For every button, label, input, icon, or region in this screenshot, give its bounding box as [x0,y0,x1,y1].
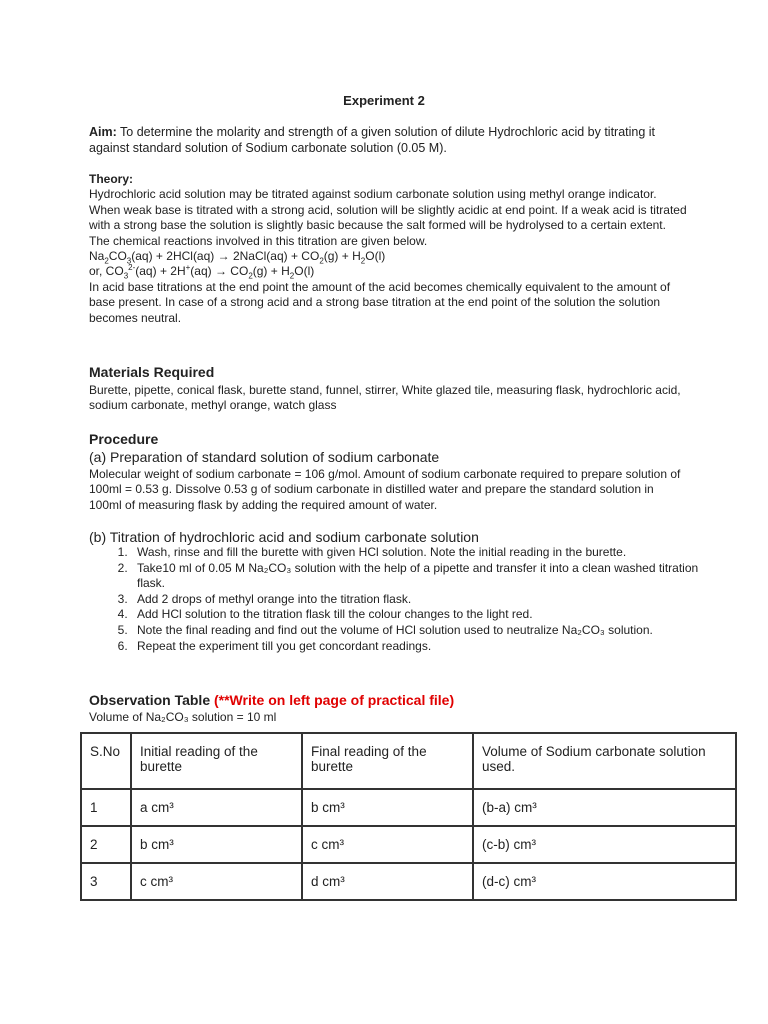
table-cell: 1 [81,789,131,826]
aim-label: Aim: [89,125,117,139]
table-cell: b cm³ [131,826,302,863]
procedure-heading: Procedure [89,431,159,447]
procedure-steps [89,545,721,654]
materials-text: Burette, pipette, conical flask, burette stand, funnel, stirrer, White glazed tile, measuring flask, hydrochloric acid, sodium carbonate, methyl orange, watch glass [89,383,681,413]
materials-heading: Materials Required [89,364,215,380]
theory-paragraph-3: In acid base titrations at the end point the amount of the acid becomes chemically equivalent to the amount of base present. In case of a strong acid and a strong base titration at the end point of the solution the solution becomes neutral. [89,279,671,325]
observation-heading-line [89,692,454,708]
table-cell: 2 [81,826,131,863]
column-header: Initial reading of the burette [131,733,302,789]
table-cell: (d-c) cm³ [473,863,736,900]
aim-paragraph [89,124,689,156]
reaction-equation-2: or, $CO_3^{2-}(aq) + 2H^+(aq) \to CO_2(g) + H_2O(l)$ [89,263,315,281]
procedure-step: 2. Take10 ml of 0.05 M Na₂CO₃ solution with the help of a pipette and transfer it into a clean washed titration flask. [131,561,721,592]
column-header: S.No [81,733,131,789]
table-cell: d cm³ [302,863,473,900]
table-cell: c cm³ [131,863,302,900]
observation-heading: Observation Table [89,692,211,708]
table-row [81,863,736,900]
theory-section [89,172,689,326]
procedure-a-text: Molecular weight of sodium carbonate = 106 g/mol. Amount of sodium carbonate required to prepare solution of 100ml = 0.53 g. Dissolve 0.53 g of sodium carbonate in distilled water and prepare the standard solution in 100ml of measuring flask by adding the required amount of water. [89,467,681,512]
procedure-step: 5. Note the final reading and find out the volume of HCl solution used to neutralize Na₂CO₃ solution. [131,623,721,639]
column-header: Volume of Sodium carbonate solution used. [473,733,736,789]
procedure-step: 1. Wash, rinse and fill the burette with given HCl solution. Note the initial reading in the burette. [131,545,721,561]
table-cell: c cm³ [302,826,473,863]
theory-paragraph-2: The chemical reactions involved in this titration are given below. [89,233,428,248]
table-cell: (c-b) cm³ [473,826,736,863]
theory-paragraph-1: Hydrochloric acid solution may be titrated against sodium carbonate solution using methyl orange indicator. When weak base is titrated with a strong acid, solution will be slightly acidic at end point. If a weak acid is titrated with a strong base the solution is slightly basic because the salt formed will be hydrolysed to a certain extent. [89,187,687,233]
table-header-row [81,733,736,789]
table-cell: (b-a) cm³ [473,789,736,826]
volume-line: Volume of Na₂CO₃ solution = 10 ml [89,710,277,724]
procedure-step: 3. Add 2 drops of methyl orange into the titration flask. [131,592,721,608]
page-title: Experiment 2 [343,93,425,108]
procedure-b-heading: (b) Titration of hydrochloric acid and sodium carbonate solution [89,529,479,545]
observation-table [80,732,737,901]
column-header: Final reading of the burette [302,733,473,789]
table-row [81,789,736,826]
reaction-equation-1: $Na_2CO_3(aq) + 2HCl(aq)$ → 2NaCl(aq) + $CO_2(g) + H_2O(l)$ [89,249,386,266]
table-row [81,826,736,863]
aim-text: To determine the molarity and strength of a given solution of dilute Hydrochloric acid by titrating it against standard solution of Sodium carbonate solution (0.05 M). [89,125,656,155]
table-cell: a cm³ [131,789,302,826]
theory-heading: Theory: [89,172,134,186]
procedure-a-heading: (a) Preparation of standard solution of sodium carbonate [89,449,440,465]
procedure-step: 4. Add HCl solution to the titration flask till the colour changes to the light red. [131,607,721,623]
table-cell: 3 [81,863,131,900]
observation-note: (**Write on left page of practical file) [214,692,455,708]
procedure-step: 6. Repeat the experiment till you get concordant readings. [131,639,721,655]
table-cell: b cm³ [302,789,473,826]
